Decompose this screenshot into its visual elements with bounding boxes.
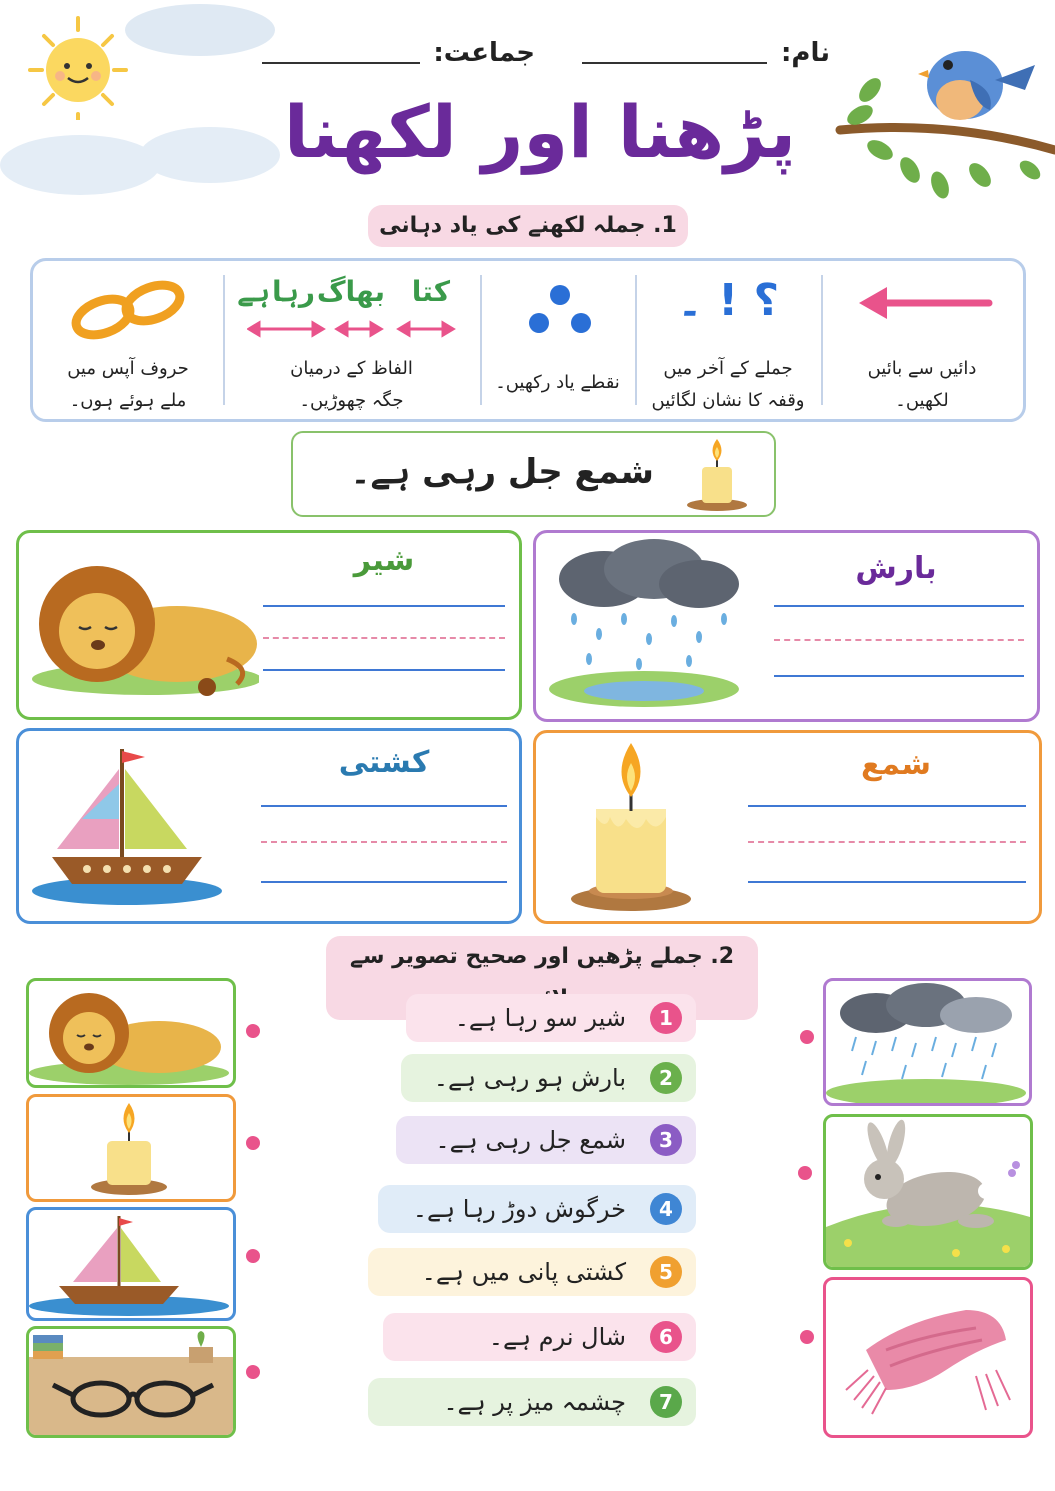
match-sentence[interactable] bbox=[383, 1313, 696, 1361]
sentence-number: 2 bbox=[650, 1062, 682, 1094]
punctuation-icon: ؟ ! ۔ bbox=[676, 275, 779, 326]
match-dot[interactable] bbox=[246, 1024, 260, 1038]
rule-text: لکھیں۔ bbox=[895, 390, 949, 411]
example-sentence-box bbox=[291, 431, 776, 517]
example-word: بھاگ bbox=[316, 275, 385, 308]
word-card-candle bbox=[533, 730, 1042, 924]
sentence-number: 3 bbox=[650, 1124, 682, 1156]
match-dot[interactable] bbox=[800, 1030, 814, 1044]
bird-on-branch-icon bbox=[830, 20, 1055, 210]
class-label: جماعت: bbox=[433, 38, 535, 68]
candle-icon bbox=[29, 1097, 233, 1199]
rain-cloud-icon bbox=[826, 981, 1029, 1103]
dots-icon bbox=[525, 283, 595, 342]
example-sentence: شمع جل رہی ہے۔ bbox=[350, 452, 654, 492]
card-word: شیر bbox=[353, 543, 415, 578]
match-sentence[interactable] bbox=[368, 1248, 696, 1296]
shawl-icon bbox=[826, 1280, 1030, 1435]
rule-text: دائیں سے بائیں bbox=[867, 358, 977, 379]
rule-text: جملے کے آخر میں bbox=[663, 358, 793, 379]
chain-link-icon bbox=[68, 275, 188, 349]
writing-area[interactable] bbox=[774, 595, 1024, 681]
sentence-text: شیر سو رہا ہے۔ bbox=[454, 1004, 626, 1032]
rule-text: حروف آپس میں bbox=[67, 358, 189, 379]
rabbit-icon bbox=[826, 1117, 1030, 1267]
rule-text: نقطے یاد رکھیں۔ bbox=[495, 372, 620, 393]
sentence-text: شال نرم ہے۔ bbox=[488, 1323, 626, 1351]
rule-dots bbox=[480, 261, 635, 419]
example-word: ہے bbox=[237, 275, 270, 308]
match-picture-rabbit[interactable] bbox=[823, 1114, 1033, 1270]
rule-text: الفاظ کے درمیان bbox=[290, 358, 413, 379]
match-picture-candle[interactable] bbox=[26, 1094, 236, 1202]
match-picture-boat[interactable] bbox=[26, 1207, 236, 1321]
rule-punctuation bbox=[635, 261, 821, 419]
example-word: کتا bbox=[411, 275, 450, 308]
match-sentence[interactable] bbox=[368, 1378, 696, 1426]
lion-icon bbox=[29, 981, 233, 1085]
match-dot[interactable] bbox=[246, 1136, 260, 1150]
spacing-arrows-icon bbox=[247, 319, 459, 343]
sailboat-icon bbox=[29, 1210, 233, 1318]
cloud-icon bbox=[0, 120, 290, 200]
page-title: پڑھنا اور لکھنا bbox=[283, 90, 797, 174]
match-sentence[interactable] bbox=[406, 994, 696, 1042]
match-sentence[interactable] bbox=[378, 1185, 696, 1233]
writing-area[interactable] bbox=[748, 795, 1026, 887]
sailboat-icon bbox=[27, 739, 227, 915]
sentence-number: 4 bbox=[650, 1193, 682, 1225]
candle-icon bbox=[682, 437, 752, 517]
writing-rules-box bbox=[30, 258, 1026, 422]
match-picture-glasses[interactable] bbox=[26, 1326, 236, 1438]
arrow-left-icon bbox=[857, 283, 997, 327]
sentence-number: 7 bbox=[650, 1386, 682, 1418]
section1-banner: 1. جملہ لکھنے کی یاد دہانی bbox=[368, 205, 688, 247]
match-dot[interactable] bbox=[798, 1166, 812, 1180]
rain-cloud-icon bbox=[544, 539, 744, 715]
sentence-text: چشمہ میز پر ہے۔ bbox=[443, 1388, 626, 1416]
match-sentence[interactable] bbox=[401, 1054, 696, 1102]
match-dot[interactable] bbox=[246, 1249, 260, 1263]
sentence-number: 6 bbox=[650, 1321, 682, 1353]
name-field[interactable] bbox=[582, 62, 767, 64]
class-field[interactable] bbox=[262, 62, 420, 64]
sentence-text: شمع جل رہی ہے۔ bbox=[435, 1126, 626, 1154]
rule-text: وقفہ کا نشان لگائیں bbox=[651, 390, 805, 411]
candle-icon bbox=[566, 739, 696, 919]
match-picture-shawl[interactable] bbox=[823, 1277, 1033, 1438]
lion-icon bbox=[27, 549, 259, 703]
match-dot[interactable] bbox=[246, 1365, 260, 1379]
sentence-text: کشتی پانی میں ہے۔ bbox=[421, 1258, 626, 1286]
word-card-lion bbox=[16, 530, 522, 720]
cloud-icon bbox=[120, 0, 280, 60]
word-card-boat bbox=[16, 728, 522, 924]
writing-area[interactable] bbox=[263, 595, 505, 675]
sentence-number: 5 bbox=[650, 1256, 682, 1288]
example-word: رہا bbox=[271, 275, 315, 308]
section2-banner: 2. جملے پڑھیں اور صحیح تصویر سے bbox=[326, 936, 758, 1020]
rule-word-spacing bbox=[223, 261, 480, 419]
rule-right-to-left bbox=[821, 261, 1023, 419]
glasses-icon bbox=[29, 1329, 233, 1435]
rule-text: جگہ چھوڑیں۔ bbox=[299, 390, 404, 411]
match-picture-rain[interactable] bbox=[823, 978, 1032, 1106]
sentence-text: بارش ہو رہی ہے۔ bbox=[433, 1064, 626, 1092]
card-word: بارش bbox=[855, 551, 937, 586]
sentence-number: 1 bbox=[650, 1002, 682, 1034]
match-dot[interactable] bbox=[800, 1330, 814, 1344]
sentence-text: خرگوش دوڑ رہا ہے۔ bbox=[412, 1195, 626, 1223]
name-label: نام: bbox=[781, 38, 830, 68]
rule-text: ملے ہوئے ہوں۔ bbox=[69, 390, 187, 411]
rule-joined-letters bbox=[33, 261, 223, 419]
writing-area[interactable] bbox=[261, 795, 507, 887]
word-card-rain bbox=[533, 530, 1040, 722]
card-word: شمع bbox=[860, 747, 932, 782]
match-picture-lion[interactable] bbox=[26, 978, 236, 1088]
match-sentence[interactable] bbox=[396, 1116, 696, 1164]
card-word: کشتی bbox=[338, 745, 430, 780]
